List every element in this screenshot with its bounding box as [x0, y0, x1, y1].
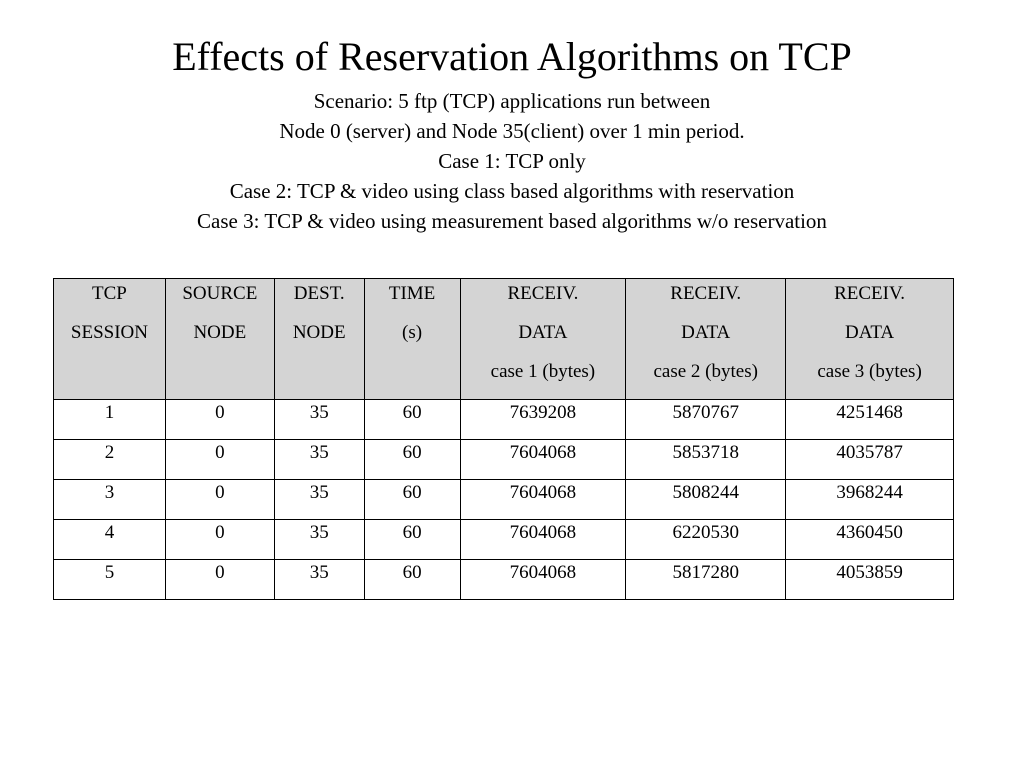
header-dest-node: DEST. NODE [274, 279, 364, 400]
subtitle-line: Node 0 (server) and Node 35(client) over 1 min period. [279, 119, 745, 143]
cell-received-case-2: 5817280 [626, 560, 786, 600]
cell-received-case-2: 5870767 [626, 400, 786, 440]
cell-time: 60 [364, 560, 460, 600]
cell-source-node: 0 [165, 520, 274, 560]
subtitle-line: Scenario: 5 ftp (TCP) applications run between [313, 89, 711, 113]
subtitle-line: Case 2: TCP & video using class based algorithms with reservation [229, 179, 795, 203]
cell-received-case-3: 4360450 [786, 520, 954, 560]
cell-dest-node: 35 [274, 440, 364, 480]
header-time: TIME (s) [364, 279, 460, 400]
cell-received-case-2: 5808244 [626, 480, 786, 520]
cell-tcp-session: 2 [54, 440, 166, 480]
cell-received-case-1: 7604068 [460, 480, 626, 520]
table-row [54, 480, 954, 520]
cell-dest-node: 35 [274, 560, 364, 600]
subtitle-line: Case 3: TCP & video using measurement based algorithms w/o reservation [197, 209, 827, 233]
cell-tcp-session: 5 [54, 560, 166, 600]
cell-received-case-1: 7604068 [460, 520, 626, 560]
cell-source-node: 0 [165, 440, 274, 480]
table-row [54, 520, 954, 560]
cell-received-case-2: 6220530 [626, 520, 786, 560]
table-row [54, 560, 954, 600]
cell-time: 60 [364, 440, 460, 480]
header-received-case-2: RECEIV. DATA case 2 (bytes) [626, 279, 786, 400]
header-source-node: SOURCE NODE [165, 279, 274, 400]
cell-received-case-1: 7604068 [460, 560, 626, 600]
results-table [53, 278, 954, 600]
header-tcp-session: TCP SESSION [54, 279, 166, 400]
cell-received-case-2: 5853718 [626, 440, 786, 480]
cell-dest-node: 35 [274, 520, 364, 560]
table-header-row [54, 279, 954, 400]
scenario-description [0, 86, 1024, 236]
cell-dest-node: 35 [274, 480, 364, 520]
cell-tcp-session: 4 [54, 520, 166, 560]
header-received-case-3: RECEIV. DATA case 3 (bytes) [786, 279, 954, 400]
header-received-case-1: RECEIV. DATA case 1 (bytes) [460, 279, 626, 400]
table-row [54, 400, 954, 440]
cell-source-node: 0 [165, 560, 274, 600]
cell-received-case-1: 7604068 [460, 440, 626, 480]
slide-title: Effects of Reservation Algorithms on TCP [172, 34, 852, 79]
cell-tcp-session: 1 [54, 400, 166, 440]
cell-time: 60 [364, 400, 460, 440]
table-row [54, 440, 954, 480]
subtitle-line: Case 1: TCP only [438, 149, 586, 173]
cell-received-case-3: 4251468 [786, 400, 954, 440]
cell-received-case-3: 3968244 [786, 480, 954, 520]
cell-tcp-session: 3 [54, 480, 166, 520]
cell-received-case-3: 4035787 [786, 440, 954, 480]
cell-source-node: 0 [165, 400, 274, 440]
cell-dest-node: 35 [274, 400, 364, 440]
cell-received-case-1: 7639208 [460, 400, 626, 440]
cell-time: 60 [364, 520, 460, 560]
cell-source-node: 0 [165, 480, 274, 520]
cell-received-case-3: 4053859 [786, 560, 954, 600]
cell-time: 60 [364, 480, 460, 520]
